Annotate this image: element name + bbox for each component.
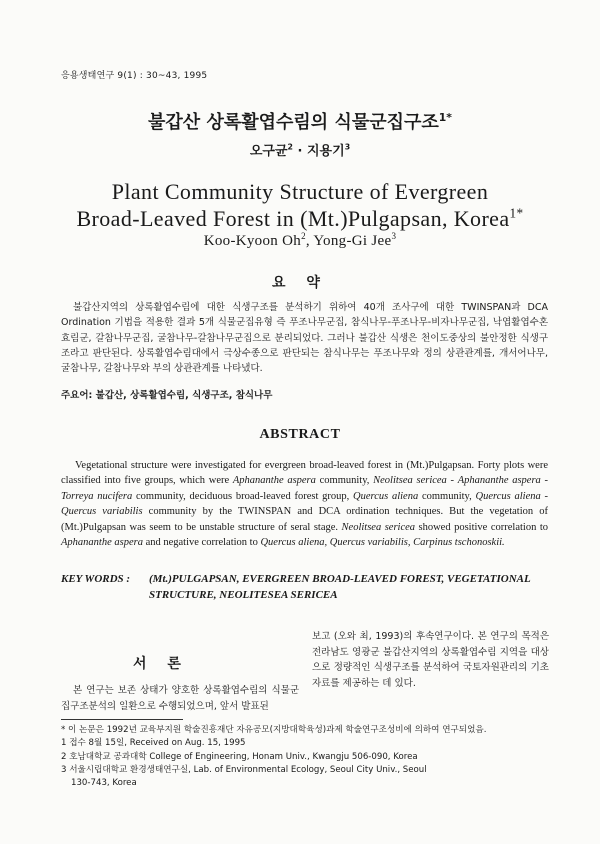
abstract-text: and negative correlation to	[142, 537, 261, 549]
english-title-line2: Broad-Leaved Forest in (Mt.)Pulgapsan, Korea	[76, 206, 510, 231]
footnote-affiliation-3-continued: 130-743, Korea	[71, 778, 137, 789]
korean-author-2: 지용기	[307, 144, 345, 159]
abstract-text: community by the TWINSPAN and DCA ordination techniques. But the vegetation of (Mt.)Pulgapsan was seem to be unstable structure of seral stage.	[61, 506, 548, 533]
species-name: Quercus aliena	[475, 490, 541, 502]
introduction-heading: 서 론	[133, 656, 189, 672]
abstract-text: Vegetational structure were investigated for evergreen broad-leaved forest in (Mt.)Pulgapsan. Forty plots were classified into five groups, which were	[61, 460, 548, 487]
introduction-left-column: 본 연구는 보존 상태가 양호한 상록활엽수림의 식물군집구조분석의 일환으로 수행되었으며, 앞서 발표된	[61, 685, 299, 712]
korean-title-text: 불갑산 상록활엽수림의 식물군집구조	[148, 112, 439, 133]
korean-keywords: 주요어: 불갑산, 상록활엽수림, 식생구조, 참식나무	[61, 390, 273, 401]
english-abstract	[61, 458, 548, 550]
abstract-text: -	[540, 475, 549, 487]
abstract-heading: ABSTRACT	[259, 427, 341, 442]
abstract-text: -	[540, 490, 548, 502]
species-name: Torreya nucifera	[61, 490, 133, 502]
footnote-affiliation-2: 2 호남대학교 공과대학 College of Engineering, Honam Univ., Kwangju 506-090, Korea	[61, 751, 418, 762]
english-title-footnote-mark: 1*	[509, 205, 524, 221]
key-words-line1: (Mt.)PULGAPSAN, EVERGREEN BROAD-LEAVED FOREST, VEGETATIONAL	[149, 573, 531, 585]
abstract-text: community, deciduous broad-leaved forest group,	[132, 490, 354, 502]
journal-header: 응용생태연구 9(1) : 30~43, 1995	[61, 71, 208, 81]
footnote-received: 1 접수 8월 15일, Received on Aug. 15, 1995	[61, 738, 246, 749]
footnote-rule	[61, 719, 183, 720]
species-name: Quercus variabilis	[61, 506, 143, 518]
english-author-2-mark: 3	[391, 231, 397, 241]
key-words	[61, 572, 561, 603]
footnote-funding: * 이 논문은 1992년 교육부지원 학술진흥재단 자유공모(지방대학육성)과제 학술연구조성비에 의하여 연구되었음.	[61, 725, 487, 735]
korean-author-separator: ·	[297, 144, 303, 159]
key-words-line2: STRUCTURE, NEOLITESEA SERICEA	[149, 588, 338, 601]
species-name: Aphananthe aspera	[457, 475, 541, 487]
korean-title	[0, 108, 600, 134]
introduction-right-column: 보고 (오와 최, 1993)의 후속연구이다. 본 연구의 목적은 전라남도 영광군 불갑산지역의 상록활엽수림 지역을 대상으로 정량적인 식생구조를 분석하여 국토자원관리의 기초자료를 제공하는 데 있다.	[312, 631, 549, 689]
english-author-2: Yong-Gi Jee	[313, 233, 392, 249]
abstract-text: community,	[418, 490, 476, 502]
korean-author-1-mark: 2	[287, 142, 293, 152]
korean-author-1: 오구균	[249, 144, 288, 159]
english-title-line1: Plant Community Structure of Evergreen	[111, 179, 489, 204]
species-name: Neolitsea sericea	[341, 521, 416, 533]
species-name: Neolitsea sericea	[373, 475, 447, 487]
species-name: Aphananthe aspera	[232, 475, 316, 487]
key-words-label: KEY WORDS :	[61, 573, 131, 585]
english-title	[0, 178, 600, 232]
korean-authors	[0, 140, 600, 159]
english-author-1-mark: 2	[301, 231, 306, 241]
abstract-text: showed positive correlation to	[415, 521, 548, 533]
species-name: Aphananthe aspera	[61, 537, 143, 549]
footnote-affiliation-3: 3 서울시립대학교 환경생태연구실, Lab. of Environmental Ecology, Seoul City Univ., Seoul	[61, 764, 427, 775]
footnotes	[61, 724, 551, 790]
korean-abstract-heading: 요 약	[272, 275, 328, 291]
english-author-separator: ,	[305, 233, 314, 249]
korean-abstract: 불갑산지역의 상록활엽수림에 대한 식생구조를 분석하기 위하여 40개 조사구에 대한 TWINSPAN과 DCA Ordination 기법을 적용한 결과 5개 식물군집유형 즉 푸조나무군집, 참식나무-푸조나무-비자나무군집, 낙엽활엽수혼효림군, 갈참나무군집, 굴참나무-갈참나무군집으로 분리되었다. 그러나 불갑산 식생은 천이도중상의 불안정한 식생구조라고 판단된다. 상록활엽수림대에서 극상수종으로 판단되는 참식나무는 푸조나무와 정의 상관관계를, 개서어나무, 굴참나무, 갈참나무와 부의 상관관계를 나타냈다.	[61, 302, 548, 375]
english-authors	[0, 233, 600, 250]
species-name: Quercus aliena	[353, 490, 419, 502]
abstract-text: community,	[315, 475, 374, 487]
abstract-text: -	[446, 475, 458, 487]
korean-title-footnote-mark: 1*	[438, 111, 452, 124]
korean-author-2-mark: 3	[344, 142, 351, 152]
english-author-1: Koo-Kyoon Oh	[203, 233, 302, 249]
species-name: Quercus aliena, Quercus variabilis, Carpinus tschonoskii.	[260, 537, 505, 549]
